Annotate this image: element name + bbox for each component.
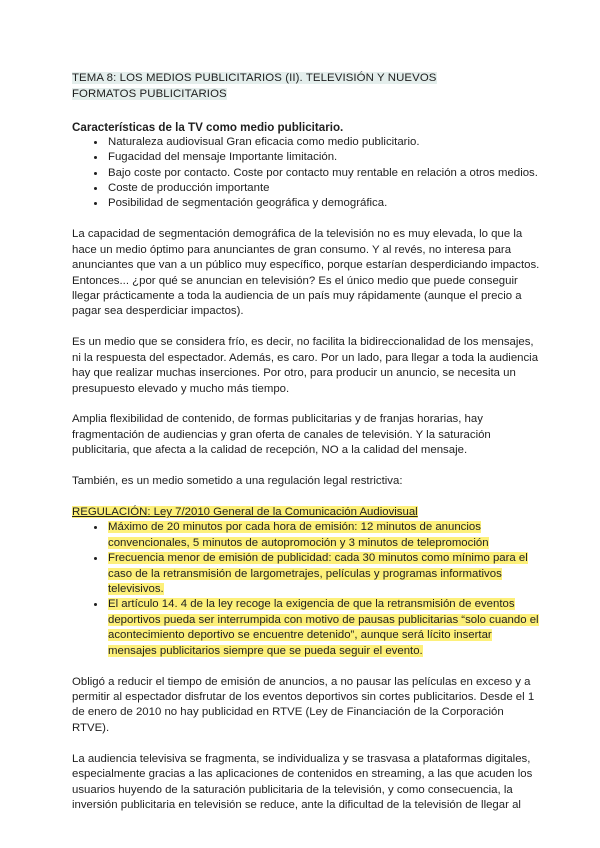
list-item: • Naturaleza audiovisual Gran eficacia como medio publicitario. [106,135,540,150]
paragraph-effects: Obligó a reducir el tiempo de emisión de anuncios, a no pausar las películas en exceso y a permitir al espectador disfrutar de los eventos deportivos sin cortes publicitarios. Desde el 1 de enero de 2010 no hay publicidad en RTVE (Ley de Financiación de la Corporación RTVE). [72,675,535,734]
regulation-heading-wrap [72,505,540,520]
list-item: • Fugacidad del mensaje Importante limitación. [106,150,540,165]
characteristics-section [72,120,540,212]
list-item [106,520,540,551]
regulation-item-text: Frecuencia menor de emisión de publicidad: cada 30 minutos como mínimo para el caso de la retransmisión de largometrajes, películas y programas informativos televisivos. [108,552,528,596]
regulation-list [72,520,540,659]
regulation-heading: REGULACIÓN: Ley 7/2010 General de la Comunicación Audiovisual [72,506,418,519]
characteristics-list [72,135,540,212]
paragraph-segmentation: La capacidad de segmentación demográfica de la televisión no es muy elevada, lo que la hace un medio óptimo para anunciantes de gran consumo. Y al revés, no interesa para anunciantes que van a un público muy específico, porque estarían desperdiciando impactos. Entonces... ¿por qué se anuncian en televisión? Es el único medio que puede conseguir llegar prácticamente a toda la audiencia de un país muy rápidamente (aunque el precio a pagar sea desperdiciar impactos). [72,228,540,318]
paragraph-cold-medium: Es un medio que se considera frío, es decir, no facilita la bidireccionalidad de los mensajes, ni la respuesta del espectador. Además, es caro. Por un lado, para llegar a toda la audiencia hay que realizar muchas inserciones. Por otro, para producir un anuncio, se necesita un presupuesto elevado y mucho más tiempo. [72,336,539,395]
regulation-item-text: El artículo 14. 4 de la ley recoge la exigencia de que la retransmisión de eventos deportivos pueda ser interrumpida con motivo de pausas publicitarias “solo cuando el acontecimiento deportivo se encuentre detenido”, aunque será lícito insertar mensajes publicitarios siempre que se pueda seguir el evento. [108,598,539,657]
title-block [72,70,492,103]
list-item: • Coste de producción importante [106,181,540,196]
list-item: • Bajo coste por contacto. Coste por contacto muy rentable en relación a otros medios. [106,166,540,181]
list-item [106,551,540,597]
regulation-section [72,505,540,659]
paragraph-flexibility: Amplia flexibilidad de contenido, de formas publicitarias y de franjas horarias, hay fragmentación de audiencias y gran oferta de canales de televisión. Y la saturación publicitaria, que afecta a la calidad de recepción, NO a la calidad del mensaje. [72,413,491,457]
regulation-item-text: Máximo de 20 minutos por cada hora de emisión: 12 minutos de anuncios convencionales, 5 minutos de autopromoción y 3 minutos de telepromoción [108,521,489,549]
list-item: • Posibilidad de segmentación geográfica y demográfica. [106,196,540,211]
list-item [106,597,540,659]
paragraph-audience: La audiencia televisiva se fragmenta, se individualiza y se trasvasa a plataformas digitales, especialmente gracias a las aplicaciones de contenidos en streaming, a las que acuden los usuarios huyendo de la saturación publicitaria de la televisión, y como consecuencia, la inversión publicitaria en televisión se reduce, ante la dificultad de la televisión de llegar al [72,752,533,811]
characteristics-heading: Características de la TV como medio publicitario. [72,120,344,134]
paragraph-regulation-intro: También, es un medio sometido a una regulación legal restrictiva: [72,475,403,488]
document-title: TEMA 8: LOS MEDIOS PUBLICITARIOS (II). TELEVISIÓN Y NUEVOS FORMATOS PUBLICITARIOS [72,72,437,101]
